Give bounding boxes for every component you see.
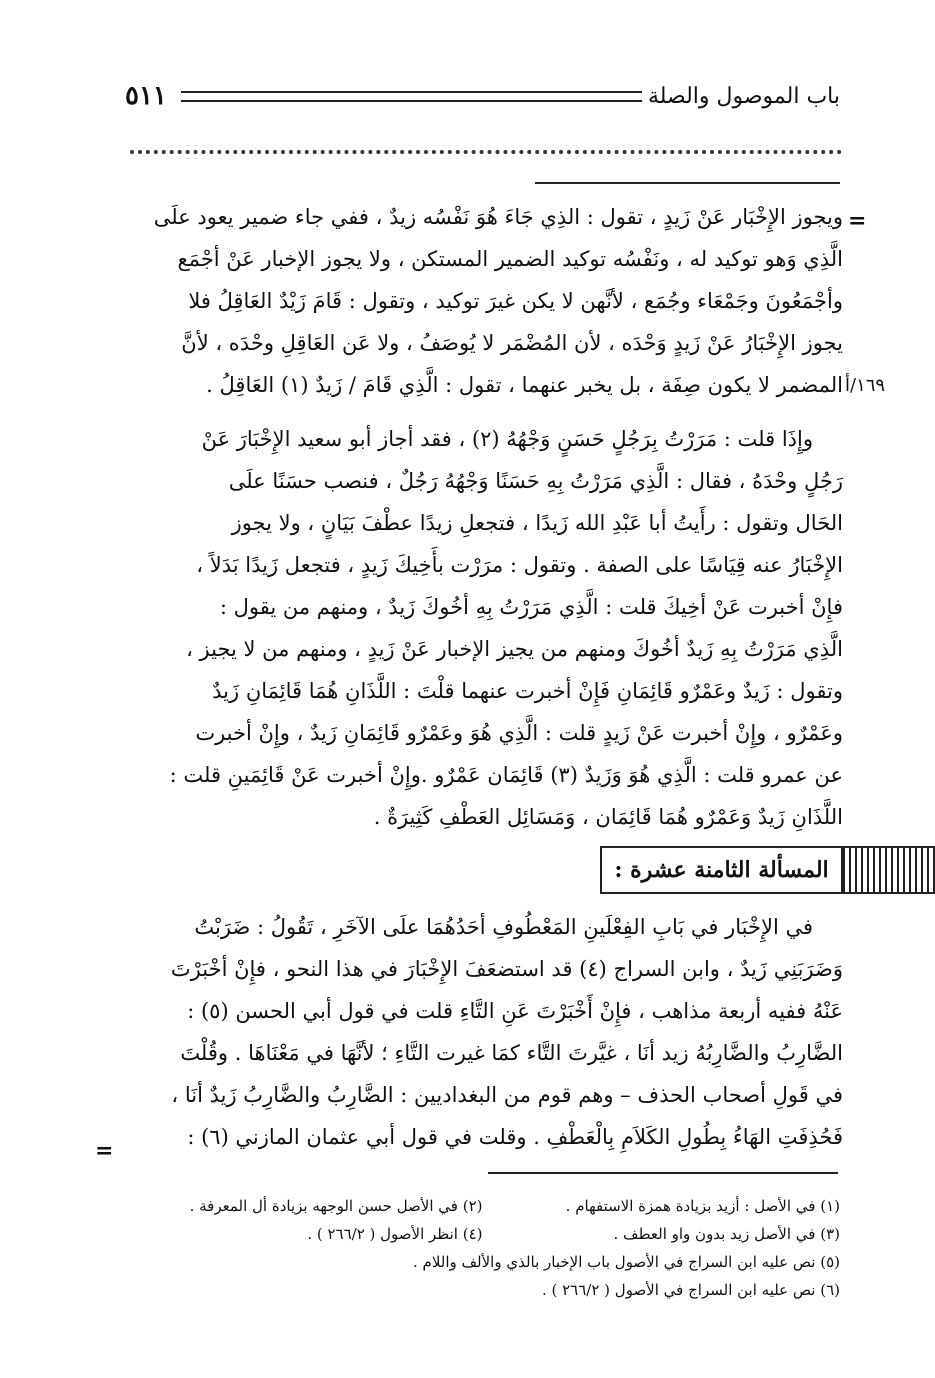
footnote-1: (١) في الأصل : أزيد بزيادة همزة الاستفهام . bbox=[565, 1197, 840, 1215]
text-line: اللَّذَانِ زَيدٌ وَعَمْرٌو هُمَا قَائِمَان ، وَمَسَائِل العَطْفِ كَثِيرَةٌ . bbox=[373, 805, 843, 829]
text-line: وتقول : زَيدٌ وعَمْرٌو قَائِمَانِ فَإِنْ أخبرت عنهما قلْتَ : اللَّذَانِ هُمَا قَائِمَانِ زَيدٌ bbox=[212, 679, 843, 703]
heading-hatch-ornament bbox=[843, 846, 935, 894]
paragraph-3 bbox=[128, 906, 843, 1158]
text-line: الضَّارِبُ والضَّارِبُهُ زيد أنَا ، غيَّرتَ التَّاء كمَا غيرت التَّاءِ ؛ لأنَّهَا في مَعْنَاهَا . وقُلْتَ bbox=[180, 1041, 843, 1065]
paragraph-2 bbox=[128, 418, 843, 838]
footnote-rule bbox=[488, 1172, 838, 1174]
header-rule bbox=[181, 91, 642, 102]
text-line: وإِذَا قلت : مَرَرْتُ بِرَجُلٍ حَسَنٍ وَجْهُهُ (٢) ، فقد أجاز أبو سعيد الإِخْبَارَ عَنْ bbox=[201, 427, 813, 451]
text-line: ويجوز الإِخْبَار عَنْ زَيدٍ ، تقول : الذِي جَاءَ هُوَ نَفْسُه زيدٌ ، ففي جاء ضمير يعود علَى bbox=[153, 205, 843, 229]
text-line: المضمر لا يكون صِفَة ، بل يخبر عنهما ، تقول : الَّذِي قَامَ / زَيدٌ (١) العَاقِلُ . bbox=[206, 373, 843, 397]
text-line: رَجُلٍ وحْدَهُ ، فقال : الَّذِي مَرَرْتُ بِهِ حَسَنًا وَجْهُهُ رَجُلٌ ، فنصب حسَنًا علَى bbox=[228, 469, 843, 493]
text-line: يجوز الإِخْبَارُ عَنْ زَيدٍ وَحْدَه ، لأن المُضْمَر لا يُوصَفُ ، ولا عَن العَاقِلِ وحْدَه ، لأنَّ bbox=[181, 331, 843, 355]
footnote-row bbox=[125, 1276, 840, 1304]
text-line: الَّذِي وَهو توكيد له ، ونَفْسُه توكيد الضمير المستكن ، ولا يجوز الإخبار عَنْ أجْمَع bbox=[177, 247, 843, 271]
running-header bbox=[125, 78, 840, 114]
chapter-title: باب الموصول والصلة bbox=[647, 83, 840, 109]
text-line: وأجْمَعُونَ وجَمْعَاء وجُمَع ، لأنَّهن لا يكن غيرَ توكيد ، وتقول : قَامَ زَيْدٌ العَاقِلُ فلا bbox=[188, 289, 843, 313]
text-line: الإِخْبَارُ عنه قِيَاسًا على الصفة . وتقول : مرَرْت بأَخِيكَ زَيدٍ ، فتجعل زَيدًا بَدَلاً ، bbox=[196, 553, 843, 577]
dotted-separator bbox=[130, 150, 842, 154]
footnote-3: (٣) في الأصل زيد بدون واو العطف . bbox=[613, 1225, 840, 1243]
footnote-6: (٦) نص عليه ابن السراج في الأصول ( ٢٦٦/٢ ) . bbox=[541, 1281, 840, 1299]
text-line: عن عمرو قلت : الَّذِي هُوَ وَزَيدٌ (٣) قَائِمَان عَمْرٌو .وإِنْ أخبرت عَنْ قَائِمَينِ قلت : bbox=[169, 763, 843, 787]
text-line: في الإِخْبَار في بَابِ الفِعْلَينِ المَعْطُوفِ أحَدُهُمَا علَى الآخَرِ ، تَقُولُ : ضَرَبْتُ bbox=[194, 915, 813, 939]
footnote-5: (٥) نص عليه ابن السراج في الأصول باب الإخبار بالذي والألف واللام . bbox=[413, 1253, 840, 1271]
page-number: ٥١١ bbox=[125, 81, 167, 111]
section-heading bbox=[600, 846, 935, 894]
footnotes bbox=[125, 1192, 840, 1304]
text-line: وعَمْرٌو ، وإِنْ أخبرت عَنْ زَيدٍ قلت : الَّذِي هُوَ وعَمْرٌو قَائِمَانِ زَيدٌ ، وإِنْ أخبرت bbox=[195, 721, 843, 745]
paragraph-1 bbox=[128, 196, 843, 406]
text-line: فَحُذِفَتِ الهَاءُ بِطُولِ الكَلاَمِ بِالْعَطْفِ . وقلت في قول أبي عثمان المازني (٦) : bbox=[187, 1125, 843, 1149]
continuation-mark-bottom: = bbox=[95, 1138, 114, 1164]
footnote-row bbox=[125, 1248, 840, 1276]
footnote-row bbox=[125, 1192, 840, 1220]
text-line: الَّذِي مَرَرْتُ بِهِ زَيدٌ أخُوكَ ومنهم من يجيز الإخبار عَنْ زَيدٍ ، ومنهم من لا يجيز ، bbox=[186, 637, 843, 661]
text-line: الحَال وتقول : رأَيتُ أبا عَبْدِ الله زَيدًا ، فتجعلِ زيدًا عطْفَ بَيَانٍ ، ولا يجوز bbox=[231, 511, 843, 535]
footnote-2: (٢) في الأصل حسن الوجهه بزيادة أل المعرفة . bbox=[189, 1197, 483, 1215]
text-line: وَضَرَبَنِي زَيدٌ ، وابن السراج (٤) قد استضعَفَ الإِخْبَارَ في هذا النحو ، فإِنْ أخْبَرْتَ bbox=[170, 957, 843, 981]
continuation-rule bbox=[535, 182, 840, 184]
section-heading-label: المسألة الثامنة عشرة : bbox=[600, 846, 843, 894]
text-line: في قَولِ أصحاب الحذف – وهم قوم من البغداديين : الضَّارِبُ والضَّارِبُ زَيدٌ أنَا ، bbox=[171, 1083, 843, 1107]
continuation-mark-top: = bbox=[848, 208, 867, 234]
text-line: عَنْهُ ففيه أربعة مذاهب ، فإِنْ أَخْبَرْتَ عَنِ التَّاءِ قلت في قول أبي الحسن (٥) : bbox=[187, 999, 843, 1023]
text-line: فإِنْ أخبرت عَنْ أخِيكَ قلت : الَّذِي مَرَرْتُ بِهِ أخُوكَ زَيدٌ ، ومنهم من يقول : bbox=[219, 595, 843, 619]
footnote-row bbox=[125, 1220, 840, 1248]
footnote-4: (٤) انظر الأصول ( ٢٦٦/٢ ) . bbox=[307, 1225, 483, 1243]
manuscript-folio: ١٦٩/أ bbox=[845, 375, 886, 396]
